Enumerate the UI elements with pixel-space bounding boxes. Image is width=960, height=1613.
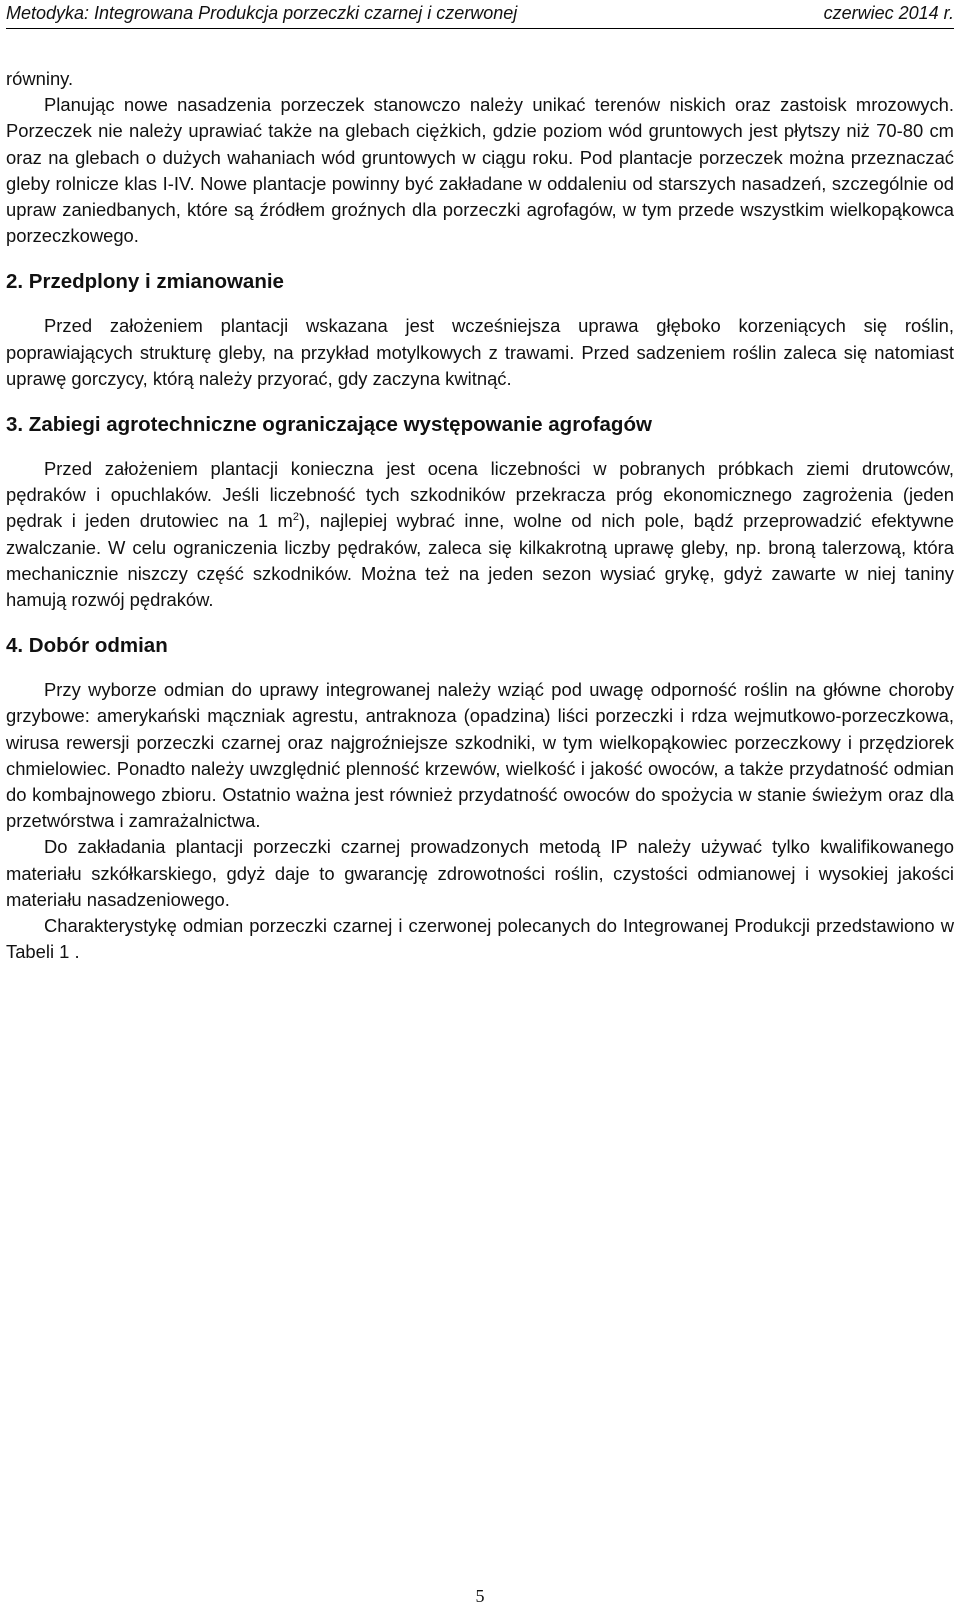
agrotechnical-text-part2: ), najlepiej wybrać inne, wolne od nich pole, bądź przeprowadzić efektywne zwalczanie. W celu ograniczenia liczby pędraków, zaleca się kilkakrotną uprawę gleby, np. broną talerzową, która mechanicznie niszczy część szkodników. Można też na jeden sezon wysiać grykę, gdyż zawarte w niej taniny hamują rozwój pędraków. <box>6 510 954 611</box>
section-heading-2: 2. Przedplony i zmianowanie <box>6 270 284 294</box>
document-body <box>6 66 954 965</box>
agrotechnical-text-part1: Przed założeniem plantacji konieczna jest ocena liczebności w pobranych próbkach ziemi drutowców, pędraków i opuchlaków. Jeśli liczebność tych szkodników przekracza próg ekonomicznego zagrożenia (jeden pędrak i jeden drutowiec na 1 m <box>6 458 954 532</box>
paragraph-agrotechnical <box>6 456 954 613</box>
paragraph-planting-material: Do zakładania plantacji porzeczki czarnej prowadzonych metodą IP należy używać tylko kwalifikowanego materiału szkółkarskiego, gdyż daje to gwarancję zdrowotności roślin, czystości odmianowej i wysokiej jakości materiału nasadzeniowego. <box>6 836 954 910</box>
superscript-2: 2 <box>292 511 300 524</box>
section-heading-4: 4. Dobór odmian <box>6 634 168 658</box>
header-date: czerwiec 2014 r. <box>823 3 954 23</box>
section-heading-3: 3. Zabiegi agrotechniczne ograniczające występowanie agrofagów <box>6 413 652 437</box>
header-title: Metodyka: Integrowana Produkcja porzeczki czarnej i czerwonej <box>6 3 518 23</box>
paragraph-table-reference: Charakterystykę odmian porzeczki czarnej i czerwonej polecanych do Integrowanej Produkcji przedstawiono w Tabeli 1 . <box>6 915 954 963</box>
paragraph-continuation: równiny. <box>6 68 74 89</box>
paragraph-preceding-crops: Przed założeniem plantacji wskazana jest wcześniejsza uprawa głęboko korzeniących się roślin, poprawiających strukturę gleby, na przykład motylkowych z trawami. Przed sadzeniem roślin zaleca się natomiast uprawę gorczycy, którą należy przyorać, gdy zaczyna kwitnąć. <box>6 315 954 389</box>
page-number: 5 <box>475 1586 485 1606</box>
paragraph-site-selection: Planując nowe nasadzenia porzeczek stanowczo należy unikać terenów niskich oraz zastoisk mrozowych. Porzeczek nie należy uprawiać także na glebach ciężkich, gdzie poziom wód gruntowych jest płytszy niż 70-80 cm oraz na glebach o dużych wahaniach wód gruntowych w ciągu roku. Pod plantacje porzeczek można przeznaczać gleby rolnicze klas I-IV. Nowe plantacje powinny być zakładane w oddaleniu od starszych nasadzeń, szczególnie od upraw zaniedbanych, które są źródłem groźnych dla porzeczki agrofagów, w tym przede wszystkim wielkopąkowca porzeczkowego. <box>6 94 954 247</box>
page-header <box>6 0 954 29</box>
paragraph-variety-selection: Przy wyborze odmian do uprawy integrowanej należy wziąć pod uwagę odporność roślin na główne choroby grzybowe: amerykański mączniak agrestu, antraknoza (opadzina) liści porzeczki i rdza wejmutkowo-porzeczkowa, wirusa rewersji porzeczki czarnej oraz najgroźniejsze szkodniki, w tym wielkopąkowiec porzeczkowy i przędziorek chmielowiec. Ponadto należy uwzględnić plenność krzewów, wielkość i jakość owoców, a także przydatność odmian do kombajnowego zbioru. Ostatnio ważna jest również przydatność owoców do spożycia w stanie świeżym oraz dla przetwórstwa i zamrażalnictwa. <box>6 679 954 832</box>
